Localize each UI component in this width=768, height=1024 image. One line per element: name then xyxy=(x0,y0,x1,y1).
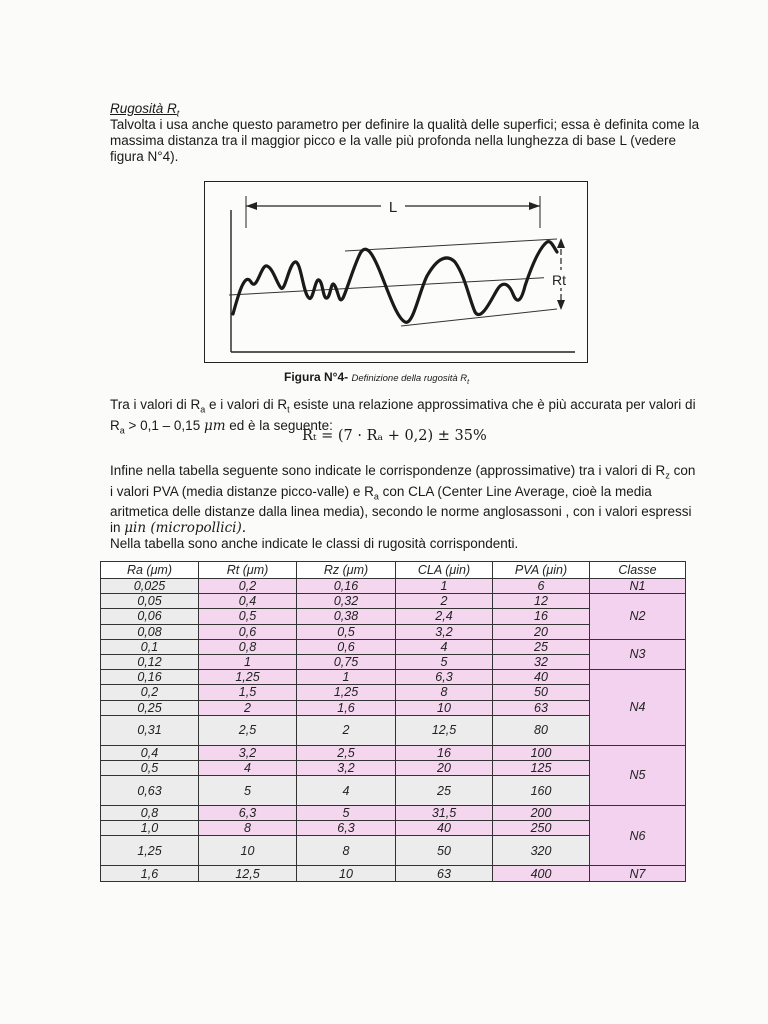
table-cell: 2 xyxy=(199,700,297,715)
table-cell: 1 xyxy=(396,579,493,594)
table-cell: 0,2 xyxy=(101,685,199,700)
table-cell: 100 xyxy=(493,745,590,760)
table-cell: 320 xyxy=(493,836,590,866)
table-cell: 16 xyxy=(396,745,493,760)
table-cell: 6,3 xyxy=(297,821,396,836)
table-cell: 0,08 xyxy=(101,624,199,639)
table-row xyxy=(101,670,686,685)
figure-caption: Figura N°4- Definizione della rugosità $R_t$ xyxy=(284,370,470,386)
valley-line xyxy=(401,309,557,326)
table-cell: 50 xyxy=(396,836,493,866)
table-cell: 16 xyxy=(493,609,590,624)
table-cell: 31,5 xyxy=(396,806,493,821)
table-cell: 3,2 xyxy=(396,624,493,639)
table-cell: 250 xyxy=(493,821,590,836)
class-cell: N2 xyxy=(590,594,686,640)
table-cell: 1,0 xyxy=(101,821,199,836)
paragraph-definition: Talvolta i usa anche questo parametro per definire la qualità delle superfici; essa è definita come la massima distanza tra il maggior picco e la valle più profonda nella lunghezza di base L (vedere figura N°4). xyxy=(110,117,700,164)
table-cell: 0,8 xyxy=(101,806,199,821)
rt-arrowhead-bottom xyxy=(557,300,565,310)
table-cell: 4 xyxy=(297,776,396,806)
table-cell: 6,3 xyxy=(199,806,297,821)
table-cell: 25 xyxy=(493,639,590,654)
table-row xyxy=(101,866,686,881)
table-cell: 12 xyxy=(493,594,590,609)
table-cell: 1 xyxy=(297,670,396,685)
table-cell: 2 xyxy=(396,594,493,609)
table-cell: 1 xyxy=(199,654,297,669)
roughness-profile-line xyxy=(233,242,557,323)
table-cell: 0,12 xyxy=(101,654,199,669)
table-cell: 125 xyxy=(493,760,590,775)
table-cell: 2 xyxy=(297,715,396,745)
table-cell: 0,63 xyxy=(101,776,199,806)
table-cell: 2,5 xyxy=(199,715,297,745)
table-cell: 3,2 xyxy=(199,745,297,760)
table-cell: 6 xyxy=(493,579,590,594)
table-cell: 8 xyxy=(396,685,493,700)
table-cell: 0,2 xyxy=(199,579,297,594)
table-cell: 20 xyxy=(493,624,590,639)
table-cell: 2,4 xyxy=(396,609,493,624)
section-heading: Rugosità $R_t$ xyxy=(110,101,180,119)
table-cell: 5 xyxy=(199,776,297,806)
table-cell: 0,16 xyxy=(101,670,199,685)
table-cell: 1,5 xyxy=(199,685,297,700)
table-cell: 0,8 xyxy=(199,639,297,654)
table-cell: 40 xyxy=(493,670,590,685)
table-cell: 10 xyxy=(297,866,396,881)
class-cell: N4 xyxy=(590,670,686,746)
table-cell: 25 xyxy=(396,776,493,806)
peak-line xyxy=(345,239,557,251)
table-cell: 0,6 xyxy=(199,624,297,639)
table-cell: 20 xyxy=(396,760,493,775)
table-cell: 6,3 xyxy=(396,670,493,685)
table-cell: 8 xyxy=(199,821,297,836)
rt-arrowhead-top xyxy=(557,238,565,248)
class-cell: N1 xyxy=(590,579,686,594)
table-cell: 0,4 xyxy=(199,594,297,609)
table-cell: 32 xyxy=(493,654,590,669)
label-l: L xyxy=(388,199,398,216)
table-cell: 0,4 xyxy=(101,745,199,760)
table-cell: 0,31 xyxy=(101,715,199,745)
table-cell: 1,6 xyxy=(101,866,199,881)
table-cell: 50 xyxy=(493,685,590,700)
table-cell: 1,6 xyxy=(297,700,396,715)
table-cell: 5 xyxy=(297,806,396,821)
table-cell: 1,25 xyxy=(297,685,396,700)
table-cell: 0,5 xyxy=(199,609,297,624)
table-cell: 0,5 xyxy=(101,760,199,775)
table-cell: 400 xyxy=(493,866,590,881)
table-cell: 40 xyxy=(396,821,493,836)
table-cell: 10 xyxy=(199,836,297,866)
table-cell: 12,5 xyxy=(396,715,493,745)
class-cell: N5 xyxy=(590,745,686,805)
table-cell: 4 xyxy=(396,639,493,654)
table-row xyxy=(101,579,686,594)
header-rt: Rt (μm) xyxy=(199,562,297,579)
header-pva: PVA (μin) xyxy=(493,562,590,579)
table-cell: 200 xyxy=(493,806,590,821)
class-cell: N7 xyxy=(590,866,686,881)
figure-roughness-diagram xyxy=(204,181,588,363)
table-cell: 8 xyxy=(297,836,396,866)
table-cell: 0,6 xyxy=(297,639,396,654)
table-row xyxy=(101,745,686,760)
paragraph-relation: Tra i valori di $R_a$ e i valori di $R_t$ esiste una relazione approssimativa che è più accurata per valori di $R_a > 0,1 - 0,15$ μm ed è la seguente: xyxy=(110,397,696,436)
table-cell: 0,32 xyxy=(297,594,396,609)
paragraph-table-intro: Infine nella tabella seguente sono indicate le corrispondenze (approssimative) tra i valori di $R_z$ con i valori PVA (media distanze picco-valle) e $R_a$ con CLA (Center Line Average, cioè la media aritmetica delle distanze dalla linea media), secondo le norme anglosassoni , con i valori espressi in μin (micropollici). Nella tabella sono anche indicate le classi di rugosità corrispondenti. xyxy=(110,463,696,552)
table-cell: 0,06 xyxy=(101,609,199,624)
table-cell: 0,5 xyxy=(297,624,396,639)
table-cell: 0,75 xyxy=(297,654,396,669)
table-cell: 10 xyxy=(396,700,493,715)
table-cell: 3,2 xyxy=(297,760,396,775)
formula-rt: Rₜ = (7 · Rₐ + 0,2) ± 35% xyxy=(302,428,487,444)
table-cell: 160 xyxy=(493,776,590,806)
label-rt: Rt xyxy=(552,272,566,288)
header-rz: Rz (μm) xyxy=(297,562,396,579)
class-cell: N3 xyxy=(590,639,686,669)
header-cla: CLA (μin) xyxy=(396,562,493,579)
l-arrowhead-left xyxy=(246,202,257,210)
roughness-profile-svg xyxy=(205,182,587,362)
table-cell: 0,16 xyxy=(297,579,396,594)
table-row xyxy=(101,806,686,821)
table-cell: 1,25 xyxy=(199,670,297,685)
table-cell: 0,05 xyxy=(101,594,199,609)
header-classe: Classe xyxy=(590,562,686,579)
roughness-table xyxy=(100,561,686,882)
table-cell: 4 xyxy=(199,760,297,775)
table-cell: 1,25 xyxy=(101,836,199,866)
table-row xyxy=(101,594,686,609)
table-cell: 0,025 xyxy=(101,579,199,594)
table-cell: 0,1 xyxy=(101,639,199,654)
table-header-row xyxy=(101,562,686,579)
table-row xyxy=(101,639,686,654)
table-cell: 12,5 xyxy=(199,866,297,881)
table-cell: 0,25 xyxy=(101,700,199,715)
table-cell: 63 xyxy=(493,700,590,715)
table-cell: 5 xyxy=(396,654,493,669)
l-arrowhead-right xyxy=(529,202,540,210)
table-cell: 0,38 xyxy=(297,609,396,624)
table-cell: 63 xyxy=(396,866,493,881)
class-cell: N6 xyxy=(590,806,686,866)
header-ra: Ra (μm) xyxy=(101,562,199,579)
table-cell: 2,5 xyxy=(297,745,396,760)
table-cell: 80 xyxy=(493,715,590,745)
